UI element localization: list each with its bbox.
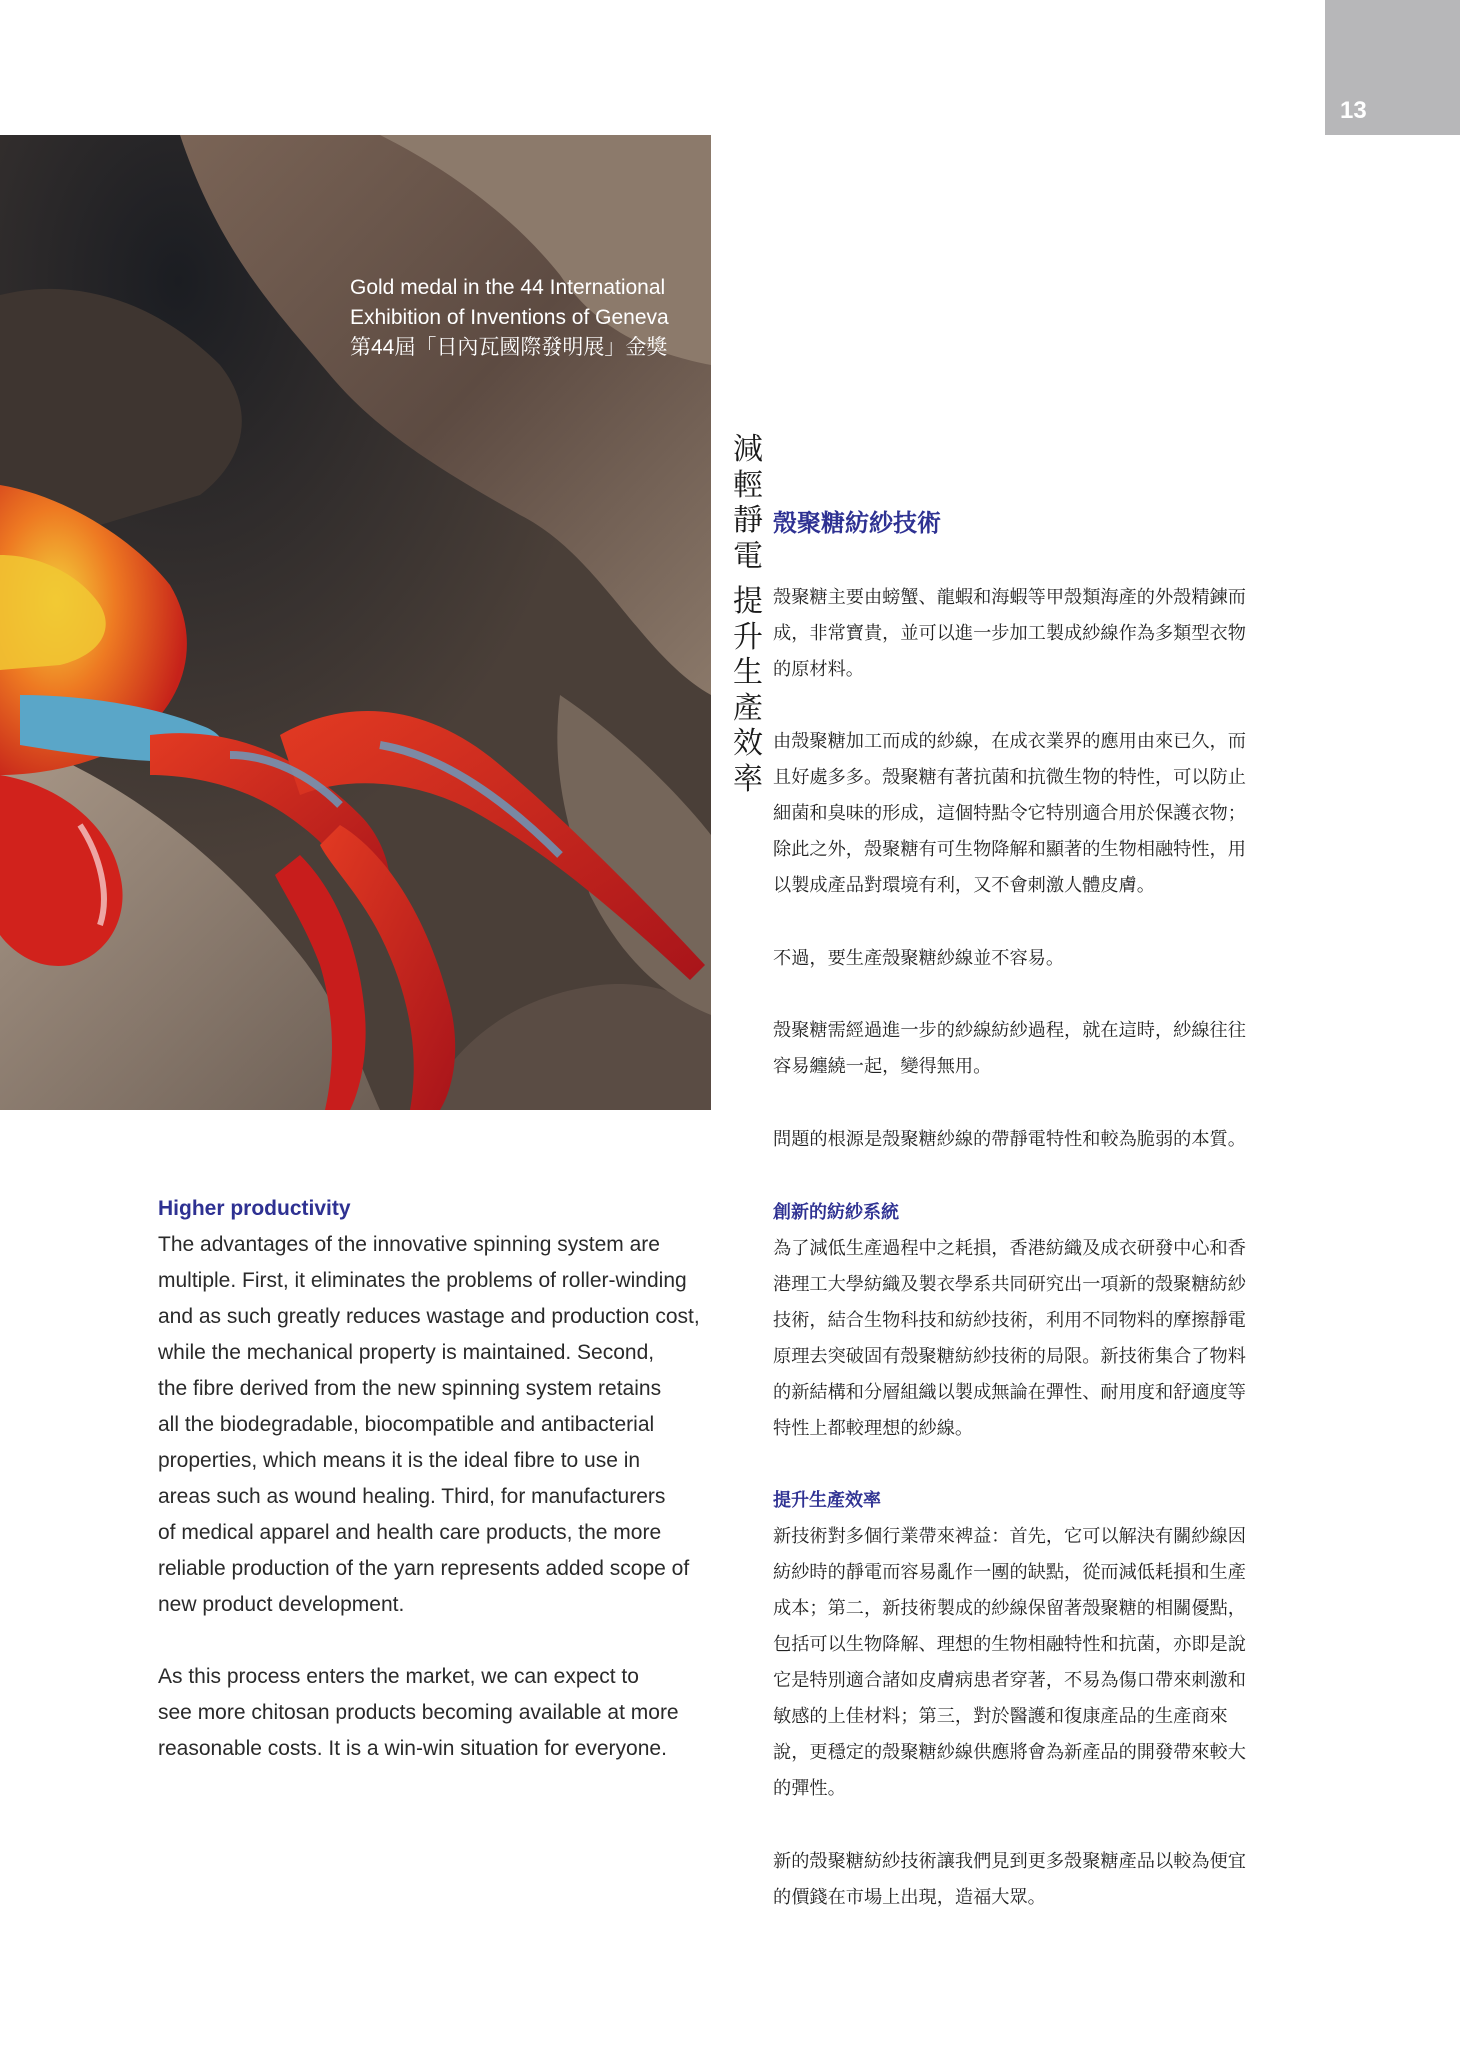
caption-line: Gold medal in the 44 International [350, 276, 666, 299]
text-line: 說，更穩定的殼聚糖紗線供應將會為新產品的開發帶來較大 [773, 1742, 1246, 1763]
title-char: 效 [733, 726, 763, 761]
page-number: 13 [1340, 97, 1367, 124]
text-line: 殼聚糖需經過進一步的紗線紡紗過程，就在這時，紗線往往 [773, 1020, 1246, 1041]
vertical-title [728, 432, 768, 797]
caption-line: 第44屆「日內瓦國際發明展」金獎 [350, 336, 668, 359]
text-line: 敏感的上佳材料；第三，對於醫護和復康產品的生產商來 [773, 1706, 1228, 1727]
paragraph-gap [158, 1623, 718, 1659]
text-line: multiple. First, it eliminates the problems of roller-winding [158, 1269, 687, 1292]
text-line: 的新結構和分層組織以製成無論在彈性、耐用度和舒適度等 [773, 1382, 1246, 1403]
en-paragraph-2 [158, 1659, 718, 1767]
text-line: new product development. [158, 1593, 405, 1616]
text-line: 的原材料。 [773, 659, 864, 680]
zh-subheading-2: 提升生產效率 [773, 1490, 881, 1511]
text-line: 不過，要生產殼聚糖紗線並不容易。 [773, 948, 1065, 969]
title-char: 輕 [733, 467, 763, 503]
title-gap [728, 574, 768, 584]
zh-subheading-1: 創新的紡紗系統 [773, 1202, 899, 1223]
text-line: 的彈性。 [773, 1778, 846, 1799]
zh-paragraph-1 [773, 580, 1328, 688]
chinese-heading: 殼聚糖紡紗技術 [773, 509, 941, 537]
zh-paragraph-6 [773, 1231, 1328, 1447]
zh-paragraph-4 [773, 1013, 1328, 1085]
title-char: 靜 [733, 503, 763, 538]
text-line: of medical apparel and health care products, the more [158, 1521, 662, 1544]
text-line: properties, which means it is the ideal fibre to use in [158, 1449, 641, 1472]
english-article [158, 1191, 718, 1767]
text-line: 除此之外，殼聚糖有可生物降解和顯著的生物相融特性，用 [773, 839, 1246, 860]
text-line: 新的殼聚糖紡紗技術讓我們見到更多殼聚糖產品以較為便宜 [773, 1851, 1246, 1872]
zh-paragraph-7 [773, 1519, 1328, 1807]
text-line: and as such greatly reduces wastage and production cost, [158, 1305, 700, 1328]
text-line: 細菌和臭味的形成，這個特點令它特別適合用於保護衣物； [773, 803, 1246, 824]
text-line: the fibre derived from the new spinning system retains [158, 1377, 662, 1400]
title-char: 產 [733, 690, 763, 726]
text-line: 紡紗時的靜電而容易亂作一團的缺點，從而減低耗損和生產 [773, 1562, 1246, 1583]
zh-paragraph-2 [773, 724, 1328, 904]
text-line: 容易纏繞一起，變得無用。 [773, 1056, 992, 1077]
english-heading: Higher productivity [158, 1197, 351, 1220]
text-line: reliable production of the yarn represents added scope of [158, 1557, 690, 1580]
text-line: all the biodegradable, biocompatible and antibacterial [158, 1413, 655, 1436]
text-line: As this process enters the market, we can expect to [158, 1665, 639, 1688]
text-line: while the mechanical property is maintained. Second, [158, 1341, 655, 1364]
text-line: areas such as wound healing. Third, for manufacturers [158, 1485, 666, 1508]
title-char: 減 [733, 432, 763, 467]
title-char: 電 [733, 538, 763, 574]
title-char: 率 [733, 761, 763, 797]
text-line: 新技術對多個行業帶來裨益：首先，它可以解決有關紗線因 [773, 1526, 1246, 1547]
text-line: 成本；第二，新技術製成的紗線保留著殼聚糖的相關優點， [773, 1598, 1246, 1619]
text-line: 以製成產品對環境有利，又不會刺激人體皮膚。 [773, 875, 1155, 896]
text-line: 成，非常寶貴，並可以進一步加工製成紗線作為多類型衣物 [773, 623, 1246, 644]
text-line: 殼聚糖主要由螃蟹、龍蝦和海蝦等甲殼類海產的外殼精鍊而 [773, 587, 1246, 608]
zh-paragraph-5 [773, 1122, 1328, 1158]
zh-paragraph-8 [773, 1844, 1328, 1916]
text-line: The advantages of the innovative spinning system are [158, 1233, 660, 1256]
text-line: 它是特別適合諸如皮膚病患者穿著，不易為傷口帶來刺激和 [773, 1670, 1246, 1691]
text-line: 技術，結合生物科技和紡紗技術，利用不同物料的摩擦靜電 [773, 1310, 1246, 1331]
text-line: 特性上都較理想的紗線。 [773, 1418, 974, 1439]
text-line: 原理去突破固有殼聚糖紡紗技術的局限。新技術集合了物料 [773, 1346, 1246, 1367]
page-number-tab [1325, 0, 1460, 135]
text-line: see more chitosan products becoming available at more [158, 1701, 679, 1724]
text-line: 港理工大學紡織及製衣學系共同研究出一項新的殼聚糖紡紗 [773, 1274, 1246, 1295]
text-line: 的價錢在市場上出現，造福大眾。 [773, 1887, 1046, 1908]
title-char: 提 [733, 584, 763, 619]
en-paragraph-1 [158, 1227, 718, 1623]
text-line: 由殼聚糖加工而成的紗線，在成衣業界的應用由來已久，而 [773, 731, 1246, 752]
caption-line: Exhibition of Inventions of Geneva [350, 306, 669, 329]
text-line: 包括可以生物降解、理想的生物相融特性和抗菌，亦即是說 [773, 1634, 1246, 1655]
text-line: 問題的根源是殼聚糖紗線的帶靜電特性和較為脆弱的本質。 [773, 1129, 1246, 1150]
text-line: reasonable costs. It is a win-win situation for everyone. [158, 1737, 667, 1760]
text-line: 且好處多多。殼聚糖有著抗菌和抗微生物的特性，可以防止 [773, 767, 1246, 788]
zh-paragraph-3 [773, 941, 1328, 977]
text-line: 為了減低生產過程中之耗損，香港紡織及成衣研發中心和香 [773, 1238, 1246, 1259]
title-char: 生 [733, 655, 763, 690]
title-char: 升 [733, 619, 763, 655]
